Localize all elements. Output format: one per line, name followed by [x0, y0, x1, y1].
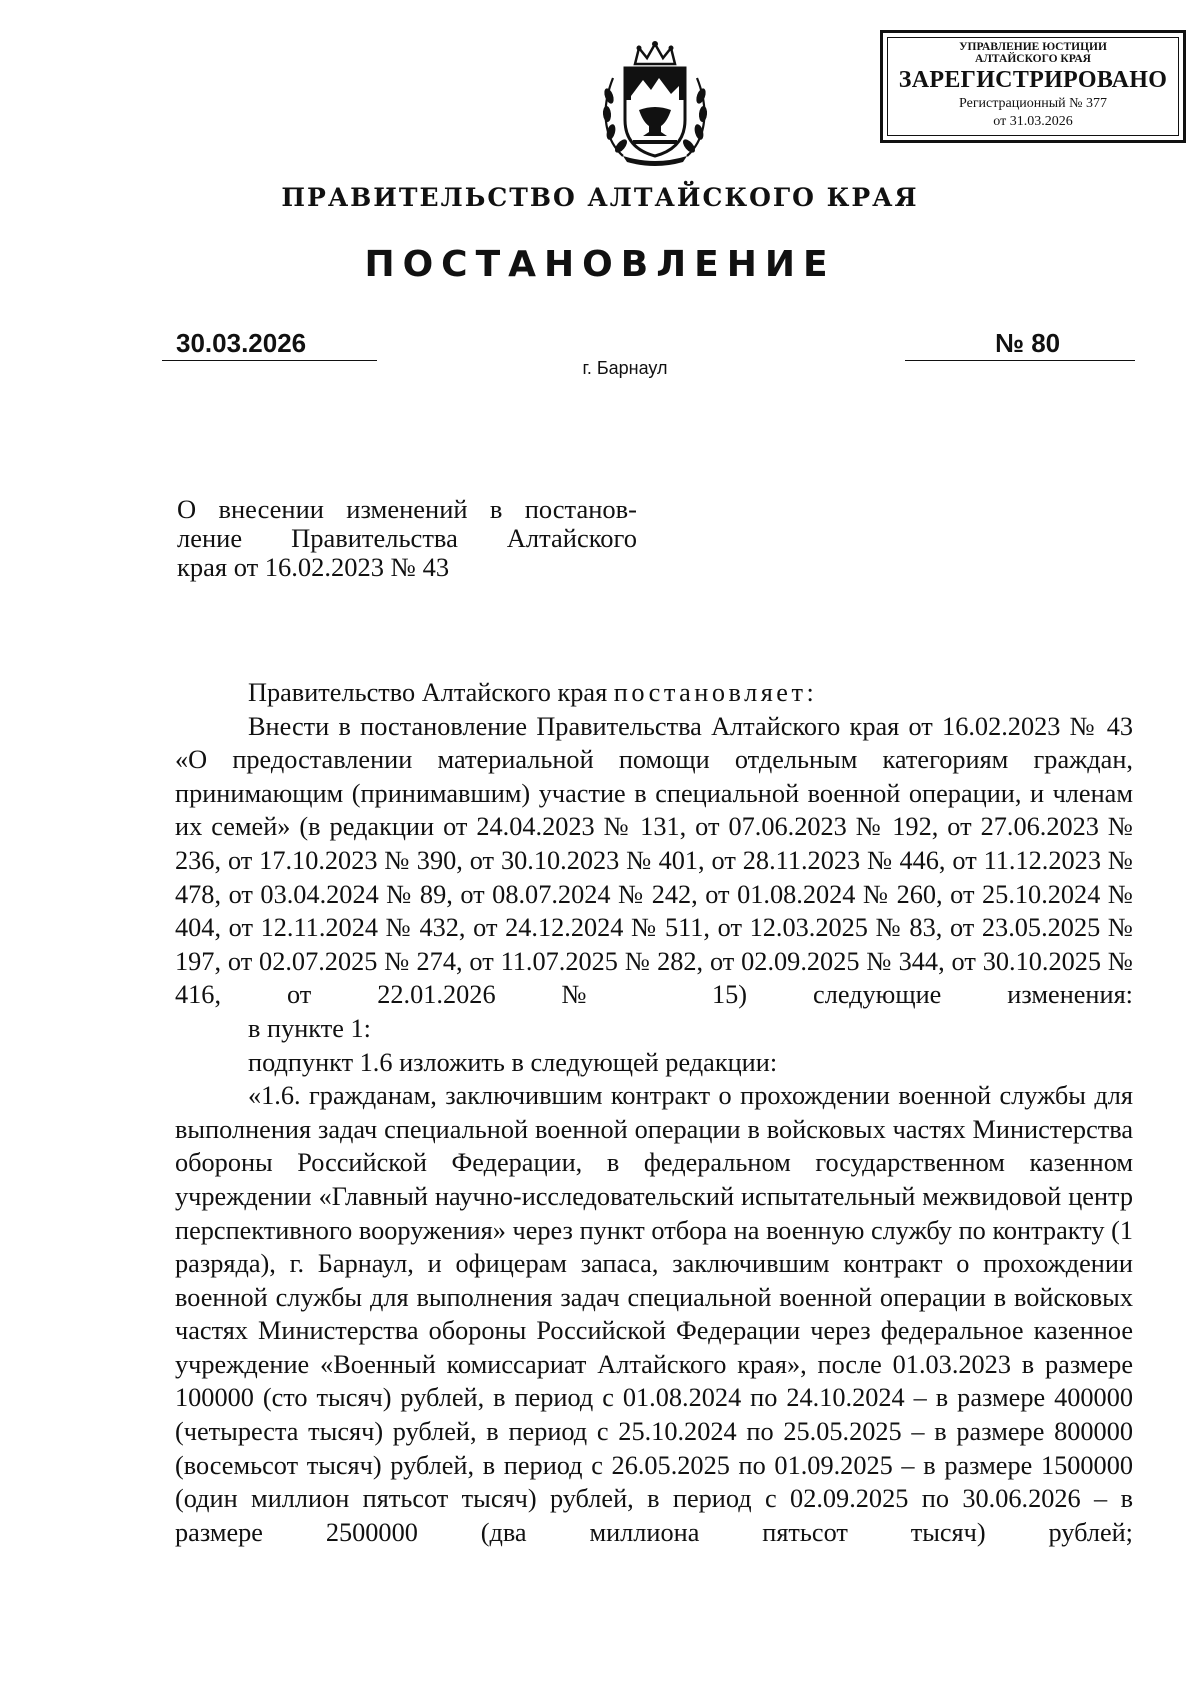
document-subject — [177, 495, 637, 582]
paragraph-subpoint-intro: подпункт 1.6 изложить в следующей редакции: — [248, 1047, 778, 1077]
stamp-status: ЗАРЕГИСТРИРОВАНО — [898, 67, 1168, 93]
stamp-reg-date: от 31.03.2026 — [993, 114, 1073, 129]
document-body — [175, 676, 1133, 1549]
subject-line-3: края от 16.02.2023 № 43 — [177, 552, 450, 582]
intro-resolves: постановляет: — [613, 678, 818, 707]
stamp-reg-number: Регистрационный № 377 — [959, 96, 1107, 111]
paragraph-point-1: в пункте 1: — [248, 1013, 371, 1043]
stamp-org-line2: АЛТАЙСКОГО КРАЯ — [975, 53, 1091, 65]
stamp-org-line1: УПРАВЛЕНИЕ ЮСТИЦИИ — [959, 41, 1107, 53]
paragraph-amendments: Внести в постановление Правительства Алтайского края от 16.02.2023 № 43 «О предоставлении материальной помощи отдельным категориям граждан, принимающим (принимавшим) участие в специальной военной операции, и членам их семей» (в редакции от 24.04.2023 № 131, от 07.06.2023 № 192, от 27.06.2023 № 236, от 17.10.2023 № 390, от 30.10.2023 № 401, от 28.11.2023 № 446, от 11.12.2023 № 478, от 03.04.2024 № 89, от 08.07.2024 № 242, от 01.08.2024 № 260, от 25.10.2024 № 404, от 12.11.2024 № 432, от 24.12.2024 № 511, от 12.03.2025 № 83, от 23.05.2025 № 197, от 02.07.2025 № 274, от 11.07.2025 № 282, от 02.09.2025 № 344, от 30.10.2025 № 416, от 22.01.2026 № 15) следующие изменения: — [175, 711, 1133, 1010]
document-type: ПОСТАНОВЛЕНИЕ — [364, 244, 836, 285]
document-number: № 80 — [905, 326, 1135, 361]
intro-paragraph — [175, 676, 1133, 710]
subject-line-1: О внесении изменений в постанов- — [177, 494, 637, 524]
registration-stamp — [880, 30, 1186, 143]
subject-line-2: ление Правительства Алтайского — [177, 523, 637, 553]
government-title: ПРАВИТЕЛЬСТВО АЛТАЙСКОГО КРАЯ — [281, 183, 919, 212]
intro-prefix: Правительство Алтайского края — [248, 678, 614, 707]
paragraph-subpoint-1-6: «1.6. гражданам, заключившим контракт о прохождении военной службы для выполнения задач специальной военной операции в войсковых частях Министерства обороны Российской Федерации, в федеральном государственном казенном учреждении «Главный научно-исследовательский испытательный межвидовой центр перспективного вооружения» через пункт отбора на военную службу по контракту (1 разряда), г. Барнаул, и офицерам запаса, заключившим контракт о прохождении военной службы для выполнения задач специальной военной операции в войсковых частях Министерства обороны Российской Федерации через федеральное казенное учреждение «Военный комиссариат Алтайского края», после 01.03.2023 в размере 100000 (сто тысяч) рублей, в период с 01.08.2024 по 24.10.2024 – в размере 400000 (четыреста тысяч) рублей, в период с 25.10.2024 по 25.05.2025 – в размере 800000 (восемьсот тысяч) рублей, в период с 26.05.2025 по 01.09.2025 – в размере 1500000 (один миллион пятьсот тысяч) рублей, в период с 02.09.2025 по 30.06.2026 – в размере 2500000 (два миллиона пятьсот тысяч) рублей; — [175, 1081, 1133, 1547]
stamp-inner-border — [887, 37, 1179, 136]
document-city: г. Барнаул — [582, 358, 668, 378]
document-date: 30.03.2026 — [162, 326, 377, 361]
altai-krai-coat-of-arms-icon — [595, 38, 715, 168]
